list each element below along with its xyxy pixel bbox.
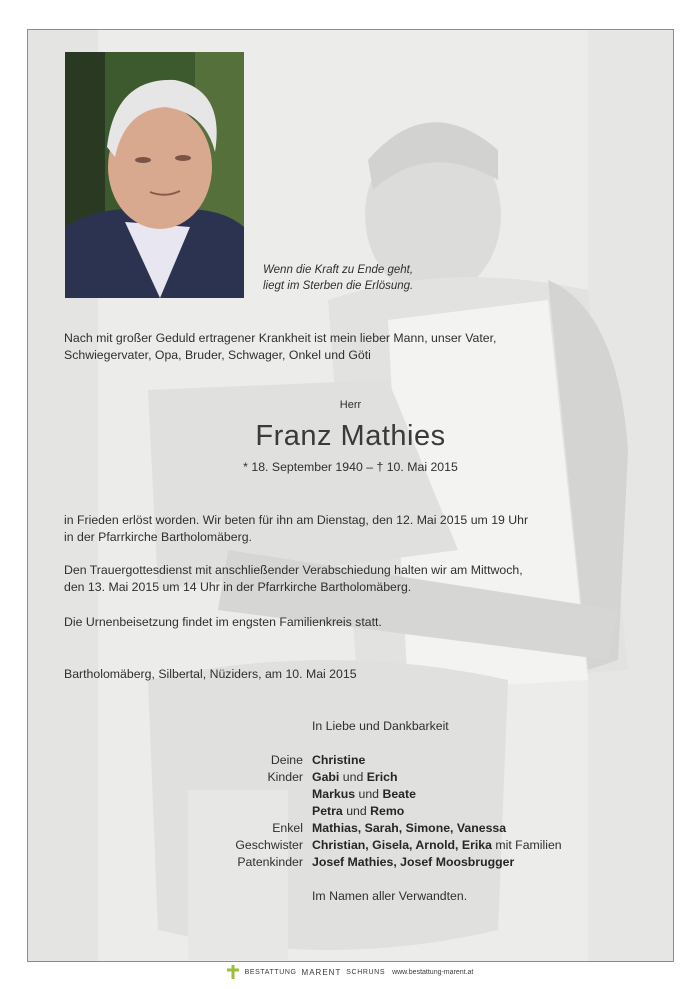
siblings-names: Christian, Gisela, Arnold, Erika xyxy=(312,838,492,852)
paragraph-burial: Die Urnenbeisetzung findet im engsten Familienkreis statt. xyxy=(64,615,382,629)
mourner-names xyxy=(312,803,404,820)
footer-url[interactable]: www.bestattung-marent.at xyxy=(392,968,474,976)
mourner-names xyxy=(312,752,365,769)
salutation: Herr xyxy=(339,399,362,411)
role-label: Kinder xyxy=(267,770,303,784)
partner-name: Remo xyxy=(370,804,405,818)
life-dates: * 18. September 1940 – † 10. Mai 2015 xyxy=(243,460,458,474)
paragraph-service-line-1: Den Trauergottesdienst mit anschließender Verabschiedung halten wir am Mittwoch, xyxy=(64,563,523,577)
wife-name: Christine xyxy=(312,753,366,767)
paragraph-prayer-line-2: in der Pfarrkirche Bartholomäberg. xyxy=(64,530,252,544)
footer-prefix: BESTATTUNG xyxy=(244,968,297,976)
paragraph-prayer-line-1: in Frieden erlöst worden. Wir beten für ihn am Dienstag, den 12. Mai 2015 um 19 Uhr xyxy=(64,513,529,527)
cross-logo-icon xyxy=(227,965,239,979)
footer-brand: MARENT xyxy=(301,967,342,977)
intro-line-2: Schwiegervater, Opa, Bruder, Schwager, Onkel und Göti xyxy=(64,348,371,362)
godchildren-names: Josef Mathies, Josef Moosbrugger xyxy=(312,855,515,869)
mourners-intro: In Liebe und Dankbarkeit xyxy=(312,719,449,733)
mourner-names xyxy=(312,820,506,837)
partner-name: Beate xyxy=(382,787,416,801)
footer xyxy=(0,965,700,985)
quote xyxy=(263,262,463,294)
obituary-card xyxy=(27,29,674,962)
quote-line-1: Wenn die Kraft zu Ende geht, xyxy=(263,264,414,276)
role-label: Patenkinder xyxy=(237,855,303,869)
portrait-icon xyxy=(65,52,244,298)
place-date: Bartholomäberg, Silbertal, Nüziders, am 10. Mai 2015 xyxy=(64,667,357,681)
mourner-names xyxy=(312,769,397,786)
siblings-suffix: mit Familien xyxy=(495,838,562,852)
conjunction: und xyxy=(358,787,380,801)
conjunction: und xyxy=(342,770,364,784)
paragraph-service xyxy=(64,562,523,596)
partner-name: Erich xyxy=(366,770,398,784)
role-label: Enkel xyxy=(272,821,303,835)
mourner-names xyxy=(312,837,562,854)
paragraph-service-line-2: den 13. Mai 2015 um 14 Uhr in der Pfarrkirche Bartholomäberg. xyxy=(64,580,412,594)
portrait-photo xyxy=(65,52,244,298)
intro-text xyxy=(64,330,496,364)
footer-town: SCHRUNS xyxy=(346,968,386,976)
child-name: Markus xyxy=(312,787,356,801)
intro-line-1: Nach mit großer Geduld ertragener Krankheit ist mein lieber Mann, unser Vater, xyxy=(64,331,497,345)
child-name: Petra xyxy=(312,804,343,818)
paragraph-prayer xyxy=(64,512,528,546)
closing-line: Im Namen aller Verwandten. xyxy=(312,889,468,903)
deceased-name: Franz Mathies xyxy=(255,420,446,452)
grandchildren-names: Mathias, Sarah, Simone, Vanessa xyxy=(312,821,507,835)
mourner-names xyxy=(312,786,416,803)
role-label: Geschwister xyxy=(235,838,303,852)
conjunction: und xyxy=(346,804,367,818)
child-name: Gabi xyxy=(312,770,340,784)
quote-line-2: liegt im Sterben die Erlösung. xyxy=(263,280,414,292)
mourner-names xyxy=(312,854,514,871)
role-label: Deine xyxy=(270,753,303,767)
